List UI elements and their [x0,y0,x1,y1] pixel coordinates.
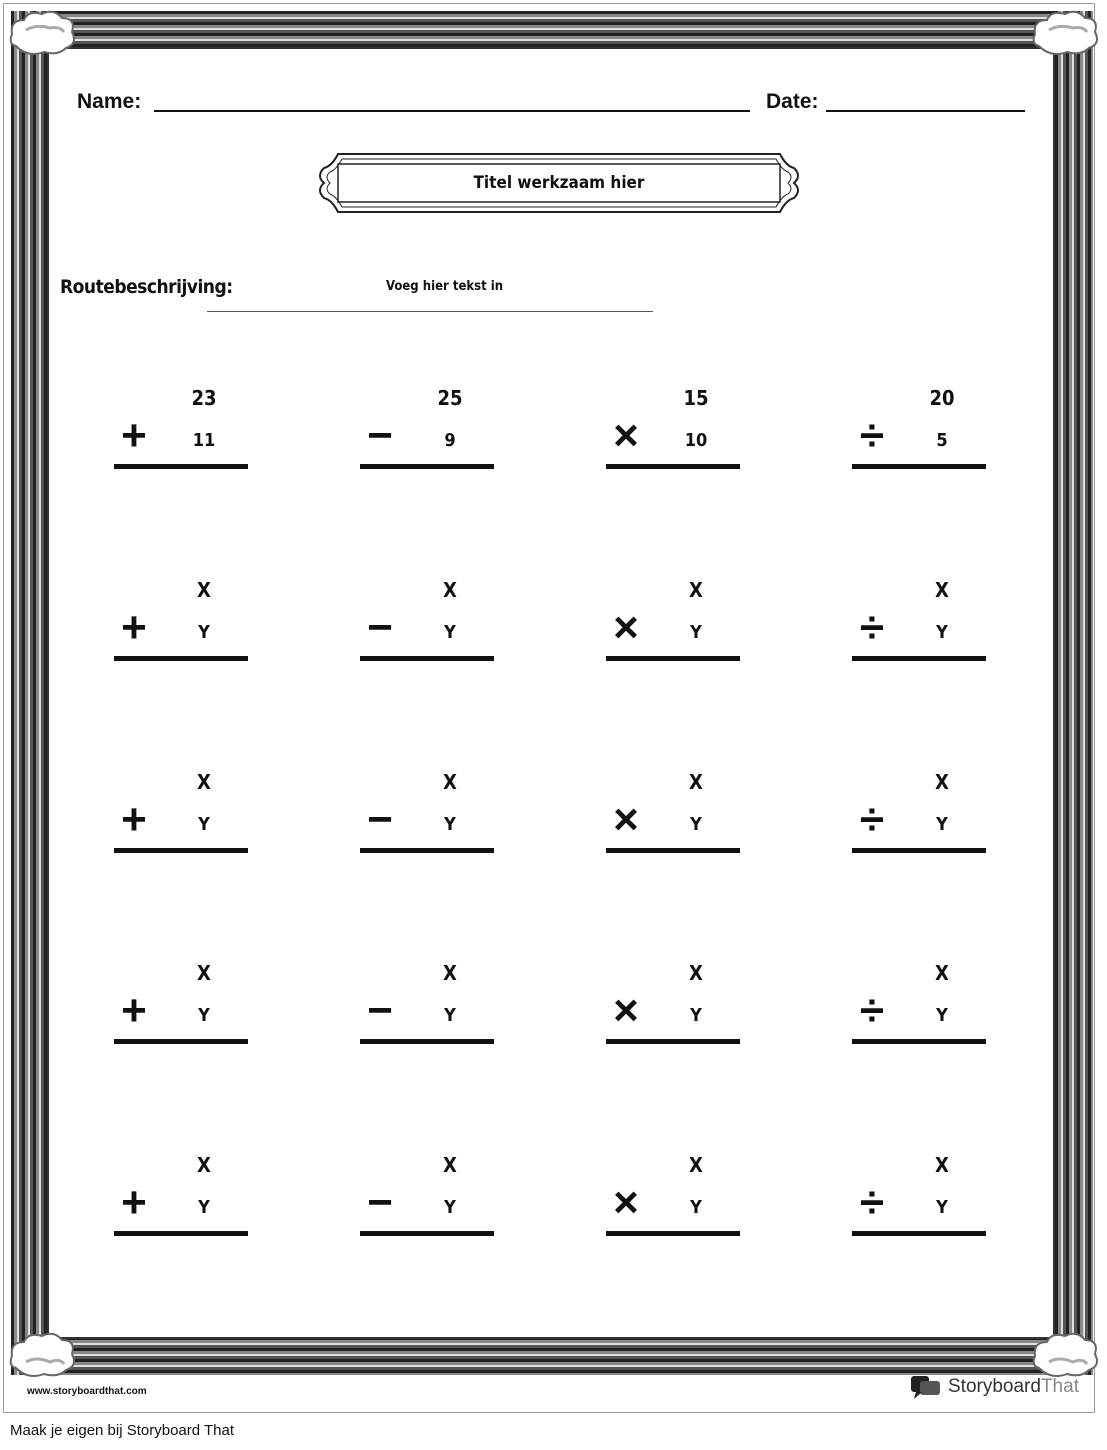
math-problem [360,386,500,476]
bottom-number[interactable]: Y [690,622,702,643]
name-field[interactable] [154,110,750,112]
top-number[interactable]: X [689,770,703,794]
bottom-number[interactable]: Y [198,1197,210,1218]
bottom-number[interactable]: 10 [684,430,708,451]
answer-line [852,656,986,661]
math-problem [606,961,746,1051]
answer-line [114,1039,248,1044]
math-problem [852,578,992,668]
top-number[interactable]: 15 [683,386,709,410]
speech-bubble-icon [910,1374,942,1400]
answer-line [114,656,248,661]
bottom-number[interactable]: Y [936,1005,948,1026]
math-problem [606,386,746,476]
answer-line [852,1039,986,1044]
math-problem [114,578,254,668]
math-problem [852,770,992,860]
answer-line [360,464,494,469]
bottom-number[interactable]: Y [198,1005,210,1026]
top-number[interactable]: X [443,961,457,985]
answer-line [606,464,740,469]
math-problem [360,770,500,860]
bottom-number[interactable]: Y [444,814,456,835]
directions-line [207,311,653,312]
footer-tagline: Maak je eigen bij Storyboard That [10,1422,235,1439]
math-problem [852,961,992,1051]
top-number[interactable]: X [443,578,457,602]
top-number[interactable]: X [443,770,457,794]
answer-line [360,1231,494,1236]
worksheet-content-area [47,47,1055,1339]
directions-label: Routebeschrijving: [60,276,233,298]
frame-bottom [11,1337,1093,1375]
answer-line [852,464,986,469]
bottom-number[interactable]: Y [936,622,948,643]
operator-symbol: × [613,986,639,1035]
answer-line [114,464,248,469]
answer-line [114,1231,248,1236]
math-problem [852,1153,992,1243]
top-number[interactable]: X [197,770,211,794]
math-problem [360,578,500,668]
operator-symbol: + [121,411,147,460]
bottom-number[interactable]: Y [936,814,948,835]
cloud-corner-icon [1029,6,1101,58]
bottom-number[interactable]: Y [936,1197,948,1218]
bottom-number[interactable]: 9 [444,430,456,451]
bottom-number[interactable]: Y [444,1005,456,1026]
website-url: www.storyboardthat.com [27,1386,147,1397]
bottom-number[interactable]: Y [198,622,210,643]
math-problem [606,578,746,668]
operator-symbol: + [121,603,147,652]
math-problem [114,1153,254,1243]
bottom-number[interactable]: Y [444,1197,456,1218]
top-number[interactable]: X [689,578,703,602]
answer-line [360,656,494,661]
bottom-number[interactable]: 11 [192,430,216,451]
math-problem [360,1153,500,1243]
date-field[interactable] [826,110,1025,112]
top-number[interactable]: X [935,578,949,602]
name-label: Name: [77,90,142,113]
math-problem [114,386,254,476]
top-number[interactable]: X [935,1153,949,1177]
operator-symbol: ÷ [859,411,885,460]
frame-right [1055,11,1093,1375]
logo-text-bold: Storyboard [948,1376,1041,1397]
operator-symbol: + [121,1178,147,1227]
frame-left [11,11,49,1375]
top-number[interactable]: 23 [191,386,217,410]
operator-symbol: − [367,411,393,460]
bottom-number[interactable]: Y [444,622,456,643]
cloud-corner-icon [6,6,78,58]
answer-line [360,1039,494,1044]
directions-text[interactable]: Voeg hier tekst in [386,279,504,294]
math-problem [114,961,254,1051]
math-problem [360,961,500,1051]
date-label: Date: [766,90,819,113]
math-problem [852,386,992,476]
top-number[interactable]: 20 [929,386,955,410]
bottom-number[interactable]: Y [690,1005,702,1026]
bottom-number[interactable]: Y [690,1197,702,1218]
math-problem [606,770,746,860]
answer-line [114,848,248,853]
operator-symbol: ÷ [859,986,885,1035]
operator-symbol: × [613,603,639,652]
operator-symbol: + [121,795,147,844]
top-number[interactable]: X [197,578,211,602]
answer-line [360,848,494,853]
operator-symbol: ÷ [859,603,885,652]
worksheet-title[interactable]: Titel werkzaam hier [473,173,645,193]
operator-symbol: − [367,603,393,652]
frame-top [11,11,1093,49]
math-problem [606,1153,746,1243]
logo-text-light: That [1040,1376,1079,1397]
operator-symbol: × [613,795,639,844]
answer-line [606,1039,740,1044]
operator-symbol: − [367,1178,393,1227]
answer-line [606,656,740,661]
top-number[interactable]: X [689,1153,703,1177]
storyboardthat-logo [910,1374,1079,1400]
cloud-corner-icon [1029,1328,1101,1380]
operator-symbol: + [121,986,147,1035]
top-number[interactable]: X [197,961,211,985]
operator-symbol: × [613,411,639,460]
answer-line [852,848,986,853]
operator-symbol: − [367,986,393,1035]
top-number[interactable]: X [689,961,703,985]
bottom-number[interactable]: 5 [936,430,948,451]
bottom-number[interactable]: Y [198,814,210,835]
operator-symbol: ÷ [859,795,885,844]
top-number[interactable]: X [197,1153,211,1177]
bottom-number[interactable]: Y [690,814,702,835]
answer-line [606,1231,740,1236]
answer-line [606,848,740,853]
top-number[interactable]: X [443,1153,457,1177]
operator-symbol: − [367,795,393,844]
operator-symbol: × [613,1178,639,1227]
math-problem [114,770,254,860]
operator-symbol: ÷ [859,1178,885,1227]
top-number[interactable]: X [935,961,949,985]
top-number[interactable]: 25 [437,386,463,410]
top-number[interactable]: X [935,770,949,794]
cloud-corner-icon [6,1328,78,1380]
answer-line [852,1231,986,1236]
